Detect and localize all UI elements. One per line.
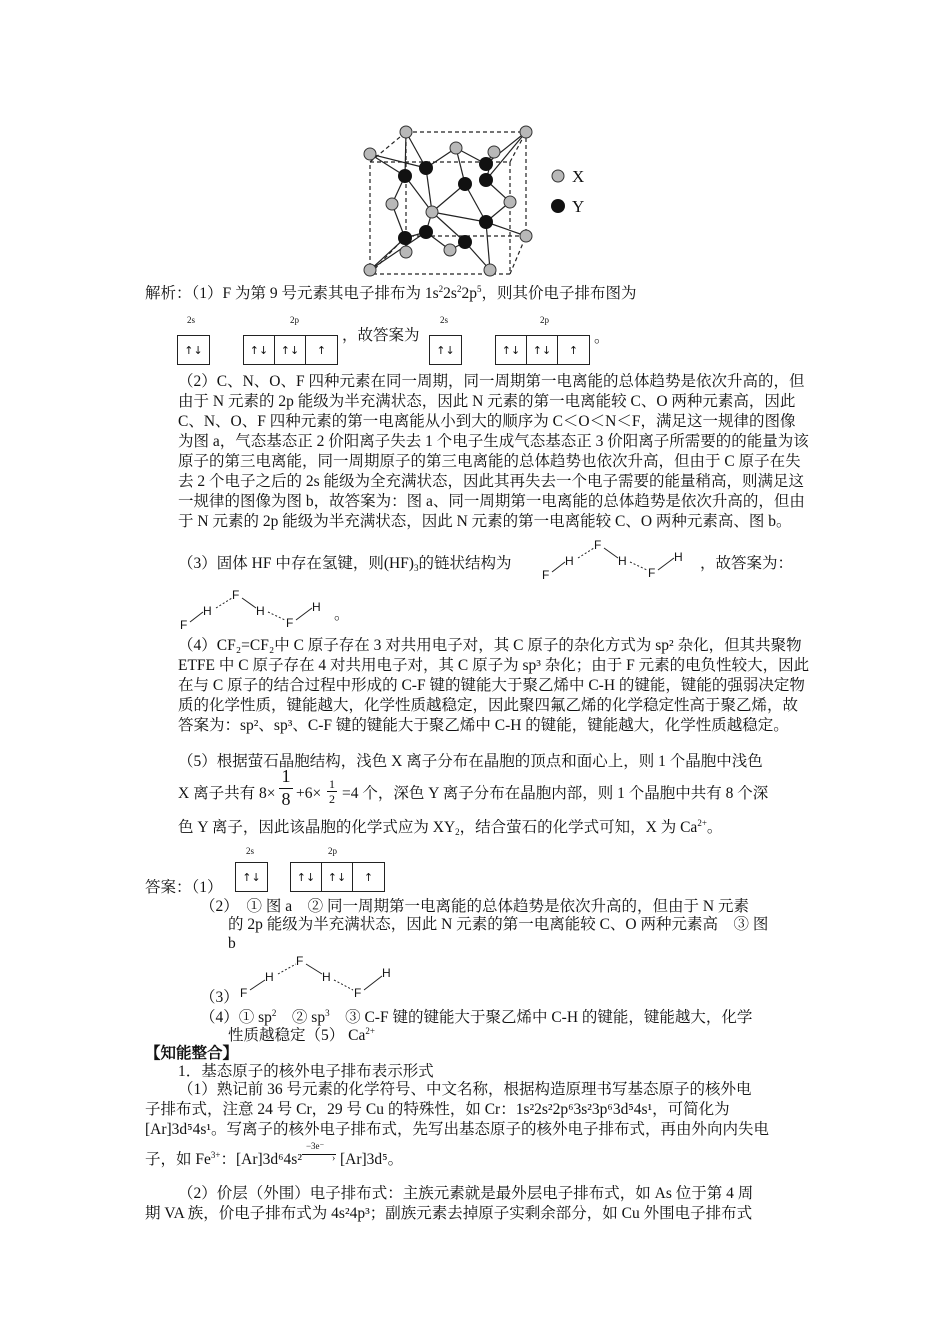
section-item-1: 1．基态原子的核外电子排布表示形式 bbox=[178, 1063, 434, 1080]
analysis-p5-line2c: =4 个，深色 Y 离子分布在晶胞内部，则 1 个晶胞中共有 8 个深 bbox=[342, 785, 769, 802]
section-s1-line1: （1）熟记前 36 号元素的化学符号、中文名称，根据构造原理书写基态原子的核外电 bbox=[178, 1081, 752, 1098]
analysis-p5-line2a: X 离子共有 8× bbox=[178, 785, 276, 802]
orbital-2p-box bbox=[290, 862, 385, 892]
section-s1-line3: [Ar]3d⁵4s¹。写离子的核外电子排布式，先写出基态原子的核外电子排布式，再由外向内失电 bbox=[145, 1121, 770, 1138]
orbital-cell: ↑↓ bbox=[527, 336, 558, 364]
analysis-p1-end: 。 bbox=[594, 329, 610, 346]
orbital-label-2s: 2s bbox=[440, 315, 449, 325]
orbital-label-2p: 2p bbox=[540, 315, 549, 325]
analysis-p1-answer-lead: ，故答案为 bbox=[342, 327, 420, 344]
orbital-label-2s: 2s bbox=[187, 315, 196, 325]
orbital-cell: ↑↓ bbox=[242, 870, 261, 884]
orbital-cell: ↑↓ bbox=[291, 863, 322, 891]
orbital-2s-box bbox=[235, 862, 268, 892]
fluorite-unit-cell-figure bbox=[350, 118, 610, 288]
hf-chain-structure: F H F H F H bbox=[542, 538, 683, 582]
orbital-label-2p: 2p bbox=[328, 846, 337, 856]
answer-4-line2: 性质越稳定（5） $Ca^{2+}$ bbox=[228, 1026, 375, 1044]
orbital-2s-box bbox=[429, 335, 462, 365]
analysis-p2: （2）C、N、O、F 四种元素在同一周期，同一周期第一电离能的总体趋势是依次升高的，但由于 N 元素的 2p 能级为半充满状态，因此 N 元素的第一电离能较 C、O 两种元素高，因此 C、N、O、F 四种元素的第一电离能从小到大的顺序为 C＜O＜N＜F，满足这一规律的图像为图 a，气态基态正 2 价阳离子失去 1 个电子生成气态基态正 3 价阳离子所需要的的能量为该原子的第三电离能，同一周期原子的第三电离能的总体趋势也依次升高，但由于 C 原子在失去 2 个电子之后的 2s 能级为全充满状态，因此其再失去一个电子需要的能量稍高，则满足这一规律的图像为图 b，故答案为：图 a、同一周期第一电离能的总体趋势是依次升高的，但由于 N 元素的 2p 能级为半充满状态，因此 N 元素的第一电离能较 C、O 两种元素高、图 b。 bbox=[178, 373, 809, 530]
answer-2-line1: （2） ① 图 a ② 同一周期第一电离能的总体趋势是依次升高的，但由于 N 元素 bbox=[200, 898, 749, 915]
answer-2-line3: b bbox=[228, 935, 236, 952]
orbital-cell: ↑ bbox=[568, 343, 579, 357]
orbital-cell: ↑↓ bbox=[496, 336, 527, 364]
orbital-cell: ↑ bbox=[363, 870, 374, 884]
section-s1-line2: 子排布式，注意 24 号 Cr，29 号 Cu 的特殊性，如 Cr：1s²2s²2p⁶3s²3p⁶3d⁵4s¹，可简化为 bbox=[145, 1101, 730, 1118]
fraction-one-eighth: 1 8 bbox=[279, 766, 293, 809]
orbital-2p-box bbox=[243, 335, 338, 365]
legend-x-label: X bbox=[572, 167, 585, 186]
orbital-cell: ↑↓ bbox=[275, 336, 306, 364]
analysis-p3-answer-lead: ，故答案为： bbox=[700, 555, 794, 572]
orbital-cell: ↑↓ bbox=[244, 336, 275, 364]
answer-label-1: 答案：（1） bbox=[145, 879, 223, 896]
analysis-p1: 解析：（1）F 为第 9 号元素其电子排布为 $1s^22s^22p^5$，则其价电子排布图为 bbox=[145, 284, 637, 302]
section-s1-line4: 子，如 $Fe^{3+}$：[Ar]3d⁶4s² −3e⁻ › [Ar]3d⁵。 bbox=[145, 1141, 404, 1168]
analysis-p4: （4）CF₂=CF₂中 C 原子存在 3 对共用电子对，其 C 原子的杂化方式为 sp² 杂化，但其共聚物 ETFE 中 C 原子存在 4 对共用电子对，其 C 原子为 sp³ 杂化；由于 F 元素的电负性较大，因此在与 C 原子的结合过程中形成的 C-F 键的键能大于聚乙烯中 C-H 的键能，键能的强弱决定物质的化学性质，键能越大，化学性质越稳定，因此聚四氟乙烯的化学稳定性高于聚乙烯，故答案为：sp²、sp³、C-F 键的键能大于聚乙烯中 C-H 的键能，键能越大，化学性质越稳定。 bbox=[178, 637, 810, 734]
answer-2-line2: 的 2p 能级为半充满状态，因此 N 元素的第一电离能较 C、O 两种元素高 ③ 图 bbox=[228, 916, 769, 933]
section-s2-line2: 期 VA 族，价电子排布式为 4s²4p³；副族元素去掉原子实剩余部分，如 Cu 外围电子排布式 bbox=[145, 1205, 753, 1222]
legend-y-label: Y bbox=[572, 197, 585, 216]
orbital-cell: ↑ bbox=[316, 343, 327, 357]
answer-label-3: （3） bbox=[200, 989, 239, 1006]
section-heading: 【知能整合】 bbox=[145, 1045, 239, 1062]
orbital-label-2p: 2p bbox=[290, 315, 299, 325]
analysis-p5-line2b: +6× bbox=[296, 785, 322, 802]
answer-4-line1: （4）① $sp^2$ ② $sp^3$ ③ C-F 键的键能大于聚乙烯中 C-H 的键能，键能越大，化学 bbox=[200, 1008, 753, 1026]
analysis-p3-end: 。 bbox=[334, 606, 350, 623]
analysis-p3: （3）固体 HF 中存在氢键，则$(HF)_3$的链状结构为 bbox=[178, 555, 512, 573]
hf-chain-structure: F H F H F H bbox=[180, 588, 321, 632]
orbital-cell: ↑↓ bbox=[322, 863, 353, 891]
analysis-p5-line3: 色 Y 离子，因此该晶胞的化学式应为 $XY_2$，结合萤石的化学式可知，X 为 $Ca^{2+}$。 bbox=[178, 818, 723, 837]
fraction-one-half: 1 2 bbox=[329, 777, 335, 806]
orbital-cell: ↑↓ bbox=[184, 343, 203, 357]
orbital-cell: ↑↓ bbox=[436, 343, 455, 357]
orbital-2s-box bbox=[177, 335, 210, 365]
orbital-label-2s: 2s bbox=[246, 846, 255, 856]
orbital-2p-box bbox=[495, 335, 590, 365]
analysis-p5-line1: （5）根据萤石晶胞结构，浅色 X 离子分布在晶胞的顶点和面心上，则 1 个晶胞中浅色 bbox=[178, 753, 763, 770]
section-s2-line1: （2）价层（外围）电子排布式：主族元素就是最外层电子排布式，如 As 位于第 4 周 bbox=[178, 1185, 754, 1202]
hf-chain-structure: F H F H F H bbox=[240, 954, 391, 1000]
